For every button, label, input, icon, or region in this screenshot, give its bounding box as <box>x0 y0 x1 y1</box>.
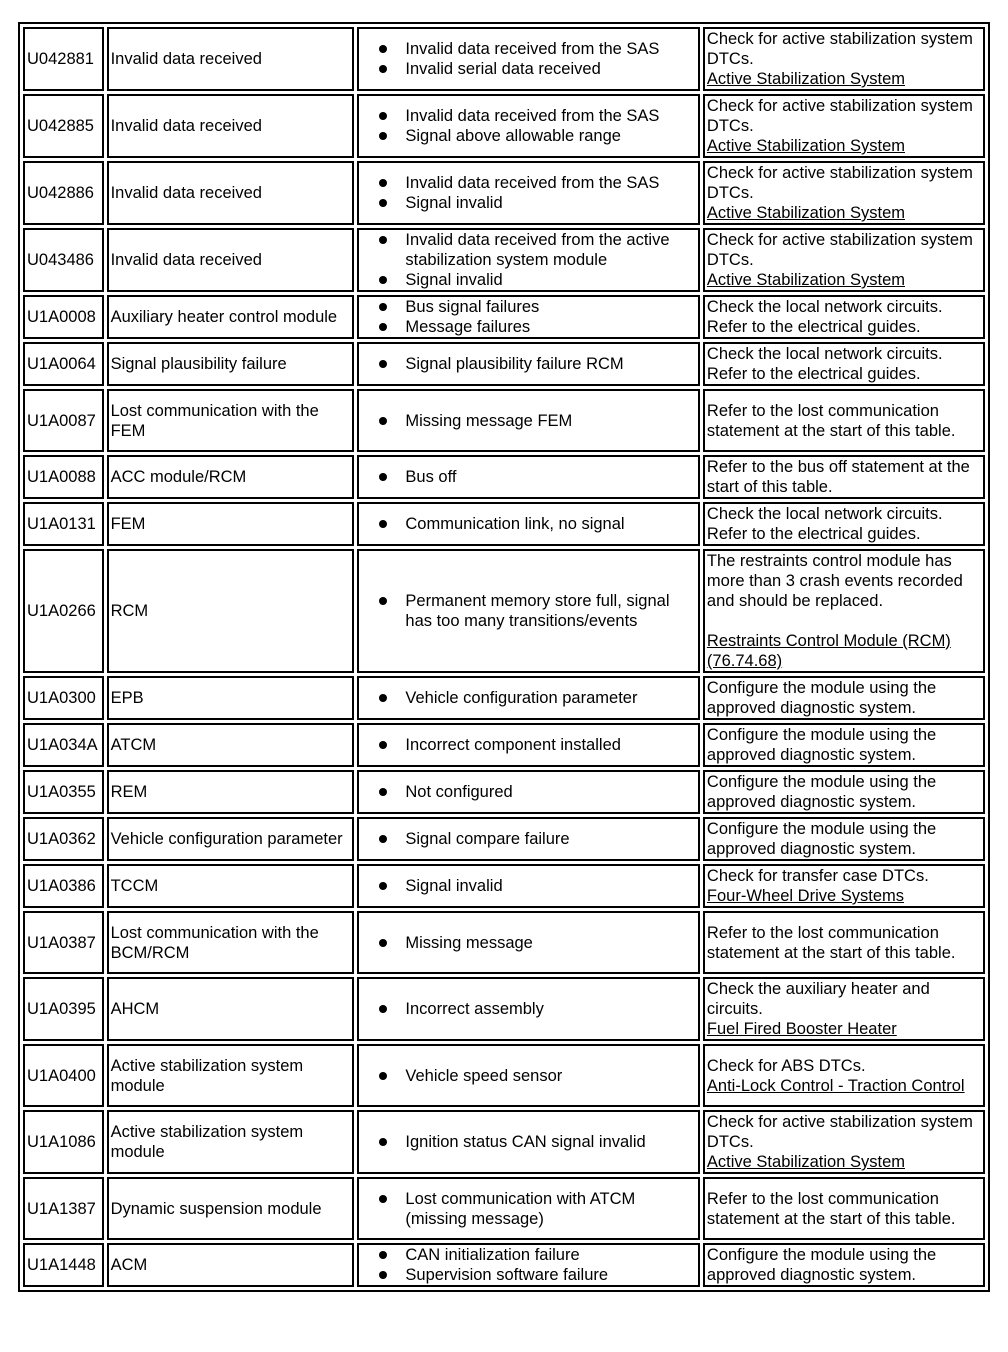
possible-causes-cell <box>357 676 700 720</box>
action-cell <box>703 94 985 158</box>
dtc-code-cell: U1A0266 <box>23 549 104 673</box>
dtc-description-cell: Invalid data received <box>107 94 355 158</box>
cause-item: Missing message <box>379 933 696 953</box>
action-text: Refer to the lost communication statement at the start of this table. <box>706 923 956 962</box>
action-cell <box>703 342 985 386</box>
causes-list <box>361 514 696 534</box>
causes-list <box>361 1189 696 1229</box>
cause-item: CAN initialization failure <box>379 1245 696 1265</box>
dtc-code-cell: U1A0300 <box>23 676 104 720</box>
action-cell <box>703 161 985 225</box>
table-row <box>23 161 985 225</box>
reference-link[interactable]: Active Stabilization System <box>706 70 905 88</box>
action-cell <box>703 817 985 861</box>
causes-list <box>361 106 696 146</box>
dtc-description-cell: ATCM <box>107 723 355 767</box>
causes-list <box>361 297 696 337</box>
table-row <box>23 977 985 1041</box>
dtc-code-cell: U1A1448 <box>23 1243 104 1287</box>
action-text: Check the local network circuits. Refer to the electrical guides. <box>706 298 943 336</box>
dtc-code-cell: U042885 <box>23 94 104 158</box>
dtc-description-cell: RCM <box>107 549 355 673</box>
action-text: The restraints control module has more than 3 crash events recorded and should be replaced. <box>706 552 963 610</box>
table-row <box>23 27 985 91</box>
dtc-description-cell: Invalid data received <box>107 161 355 225</box>
cause-item: Bus signal failures <box>379 297 696 317</box>
dtc-code-cell: U1A1086 <box>23 1110 104 1174</box>
dtc-code-cell: U1A0386 <box>23 864 104 908</box>
table-row <box>23 1044 985 1107</box>
dtc-description-cell: Lost communication with the BCM/RCM <box>107 911 355 974</box>
dtc-description-cell: ACM <box>107 1243 355 1287</box>
action-text: Configure the module using the approved diagnostic system. <box>706 679 937 717</box>
cause-item: Communication link, no signal <box>379 514 696 534</box>
possible-causes-cell <box>357 864 700 908</box>
causes-list <box>361 1132 696 1152</box>
causes-list <box>361 39 696 79</box>
reference-link[interactable]: Active Stabilization System <box>706 137 905 155</box>
causes-list <box>361 411 696 431</box>
action-text: Refer to the lost communication statement at the start of this table. <box>706 1189 956 1228</box>
possible-causes-cell <box>357 1243 700 1287</box>
possible-causes-cell <box>357 161 700 225</box>
table-row <box>23 502 985 546</box>
cause-item: Invalid serial data received <box>379 59 696 79</box>
dtc-description-cell: Lost communication with the FEM <box>107 389 355 452</box>
action-text: Refer to the lost communication statement at the start of this table. <box>706 401 956 440</box>
cause-item: Signal plausibility failure RCM <box>379 354 696 374</box>
table-row <box>23 1243 985 1287</box>
table-row <box>23 911 985 974</box>
action-text: Check the auxiliary heater and circuits. <box>706 980 930 1018</box>
action-cell <box>703 1177 985 1240</box>
action-text: Configure the module using the approved diagnostic system. <box>706 726 937 764</box>
cause-item: Lost communication with ATCM (missing message) <box>379 1189 696 1229</box>
table-row <box>23 1177 985 1240</box>
dtc-description-cell: FEM <box>107 502 355 546</box>
causes-list <box>361 1066 696 1086</box>
cause-item: Incorrect assembly <box>379 999 696 1019</box>
causes-list <box>361 467 696 487</box>
dtc-code-cell: U1A0008 <box>23 295 104 339</box>
dtc-description-cell: AHCM <box>107 977 355 1041</box>
action-cell <box>703 295 985 339</box>
dtc-description-cell: Vehicle configuration parameter <box>107 817 355 861</box>
table-row <box>23 389 985 452</box>
dtc-code-cell: U1A0395 <box>23 977 104 1041</box>
dtc-code-cell: U1A0131 <box>23 502 104 546</box>
causes-list <box>361 591 696 631</box>
cause-item: Signal invalid <box>379 876 696 896</box>
cause-item: Invalid data received from the SAS <box>379 39 696 59</box>
action-cell <box>703 676 985 720</box>
action-text: Check the local network circuits. Refer to the electrical guides. <box>706 505 943 543</box>
possible-causes-cell <box>357 1044 700 1107</box>
dtc-description-cell: Invalid data received <box>107 27 355 91</box>
possible-causes-cell <box>357 455 700 499</box>
dtc-description-cell: EPB <box>107 676 355 720</box>
dtc-table-body <box>23 27 985 1287</box>
cause-item: Supervision software failure <box>379 1265 696 1285</box>
table-row <box>23 228 985 292</box>
reference-link[interactable]: Active Stabilization System <box>706 204 905 222</box>
action-cell <box>703 977 985 1041</box>
cause-item: Invalid data received from the active stabilization system module <box>379 230 696 270</box>
action-text: Refer to the bus off statement at the start of this table. <box>706 458 970 496</box>
possible-causes-cell <box>357 723 700 767</box>
action-cell <box>703 455 985 499</box>
cause-item: Signal compare failure <box>379 829 696 849</box>
causes-list <box>361 876 696 896</box>
cause-item: Missing message FEM <box>379 411 696 431</box>
dtc-description-cell: Active stabilization system module <box>107 1110 355 1174</box>
possible-causes-cell <box>357 342 700 386</box>
action-cell <box>703 27 985 91</box>
action-text: Check for active stabilization system DTCs. <box>706 164 973 202</box>
cause-item: Invalid data received from the SAS <box>379 173 696 193</box>
action-cell <box>703 1110 985 1174</box>
possible-causes-cell <box>357 228 700 292</box>
table-row <box>23 455 985 499</box>
table-row <box>23 342 985 386</box>
possible-causes-cell <box>357 1110 700 1174</box>
cause-item: Invalid data received from the SAS <box>379 106 696 126</box>
dtc-code-cell: U1A0064 <box>23 342 104 386</box>
causes-list <box>361 933 696 953</box>
possible-causes-cell <box>357 817 700 861</box>
action-cell <box>703 723 985 767</box>
action-cell <box>703 770 985 814</box>
possible-causes-cell <box>357 911 700 974</box>
dtc-table <box>18 22 990 1292</box>
dtc-code-cell: U042886 <box>23 161 104 225</box>
cause-item: Incorrect component installed <box>379 735 696 755</box>
dtc-code-cell: U1A0355 <box>23 770 104 814</box>
table-row <box>23 549 985 673</box>
action-cell <box>703 1243 985 1287</box>
possible-causes-cell <box>357 502 700 546</box>
cause-item: Vehicle speed sensor <box>379 1066 696 1086</box>
dtc-description-cell: Active stabilization system module <box>107 1044 355 1107</box>
cause-item: Ignition status CAN signal invalid <box>379 1132 696 1152</box>
action-text: Check for active stabilization system DTCs. <box>706 30 973 68</box>
table-row <box>23 770 985 814</box>
possible-causes-cell <box>357 27 700 91</box>
action-text: Check for ABS DTCs. <box>706 1056 866 1075</box>
dtc-code-cell: U1A034A <box>23 723 104 767</box>
reference-link[interactable]: Fuel Fired Booster Heater <box>706 1020 897 1038</box>
causes-list <box>361 173 696 213</box>
dtc-description-cell: Dynamic suspension module <box>107 1177 355 1240</box>
action-cell <box>703 549 985 673</box>
dtc-description-cell: Signal plausibility failure <box>107 342 355 386</box>
dtc-code-cell: U1A1387 <box>23 1177 104 1240</box>
table-row <box>23 295 985 339</box>
causes-list <box>361 230 696 290</box>
cause-item: Vehicle configuration parameter <box>379 688 696 708</box>
table-row <box>23 94 985 158</box>
reference-link[interactable]: Active Stabilization System <box>706 1153 905 1171</box>
dtc-description-cell: TCCM <box>107 864 355 908</box>
causes-list <box>361 999 696 1019</box>
possible-causes-cell <box>357 389 700 452</box>
possible-causes-cell <box>357 549 700 673</box>
action-cell <box>703 228 985 292</box>
dtc-code-cell: U1A0088 <box>23 455 104 499</box>
action-text: Check for active stabilization system DTCs. <box>706 1113 973 1151</box>
table-row <box>23 817 985 861</box>
dtc-description-cell: Auxiliary heater control module <box>107 295 355 339</box>
causes-list <box>361 735 696 755</box>
action-text: Check the local network circuits. Refer to the electrical guides. <box>706 345 943 383</box>
action-text: Configure the module using the approved diagnostic system. <box>706 773 937 811</box>
causes-list <box>361 1245 696 1285</box>
reference-link[interactable]: Four-Wheel Drive Systems <box>706 887 905 905</box>
cause-item: Signal above allowable range <box>379 126 696 146</box>
possible-causes-cell <box>357 295 700 339</box>
causes-list <box>361 688 696 708</box>
action-cell <box>703 864 985 908</box>
dtc-code-cell: U1A0087 <box>23 389 104 452</box>
table-row <box>23 676 985 720</box>
dtc-code-cell: U043486 <box>23 228 104 292</box>
action-cell <box>703 502 985 546</box>
action-cell <box>703 1044 985 1107</box>
cause-item: Signal invalid <box>379 270 696 290</box>
reference-link[interactable]: Restraints Control Module (RCM) (76.74.68) <box>706 632 951 670</box>
cause-item: Bus off <box>379 467 696 487</box>
causes-list <box>361 354 696 374</box>
action-text: Check for active stabilization system DTCs. <box>706 97 973 135</box>
action-text: Configure the module using the approved diagnostic system. <box>706 1246 937 1284</box>
cause-item: Not configured <box>379 782 696 802</box>
dtc-code-cell: U1A0362 <box>23 817 104 861</box>
table-row <box>23 723 985 767</box>
cause-item: Permanent memory store full, signal has too many transitions/events <box>379 591 696 631</box>
action-text: Check for transfer case DTCs. <box>706 867 929 885</box>
cause-item: Message failures <box>379 317 696 337</box>
dtc-code-cell: U042881 <box>23 27 104 91</box>
reference-link[interactable]: Anti-Lock Control - Traction Control <box>706 1076 965 1095</box>
dtc-description-cell: ACC module/RCM <box>107 455 355 499</box>
possible-causes-cell <box>357 977 700 1041</box>
action-text: Configure the module using the approved diagnostic system. <box>706 820 937 858</box>
table-row <box>23 1110 985 1174</box>
action-text: Check for active stabilization system DTCs. <box>706 231 973 269</box>
dtc-description-cell: REM <box>107 770 355 814</box>
dtc-code-cell: U1A0400 <box>23 1044 104 1107</box>
possible-causes-cell <box>357 94 700 158</box>
dtc-description-cell: Invalid data received <box>107 228 355 292</box>
action-cell <box>703 911 985 974</box>
dtc-code-cell: U1A0387 <box>23 911 104 974</box>
cause-item: Signal invalid <box>379 193 696 213</box>
action-cell <box>703 389 985 452</box>
causes-list <box>361 782 696 802</box>
causes-list <box>361 829 696 849</box>
spacer <box>707 611 981 631</box>
reference-link[interactable]: Active Stabilization System <box>706 271 905 289</box>
possible-causes-cell <box>357 1177 700 1240</box>
possible-causes-cell <box>357 770 700 814</box>
table-row <box>23 864 985 908</box>
